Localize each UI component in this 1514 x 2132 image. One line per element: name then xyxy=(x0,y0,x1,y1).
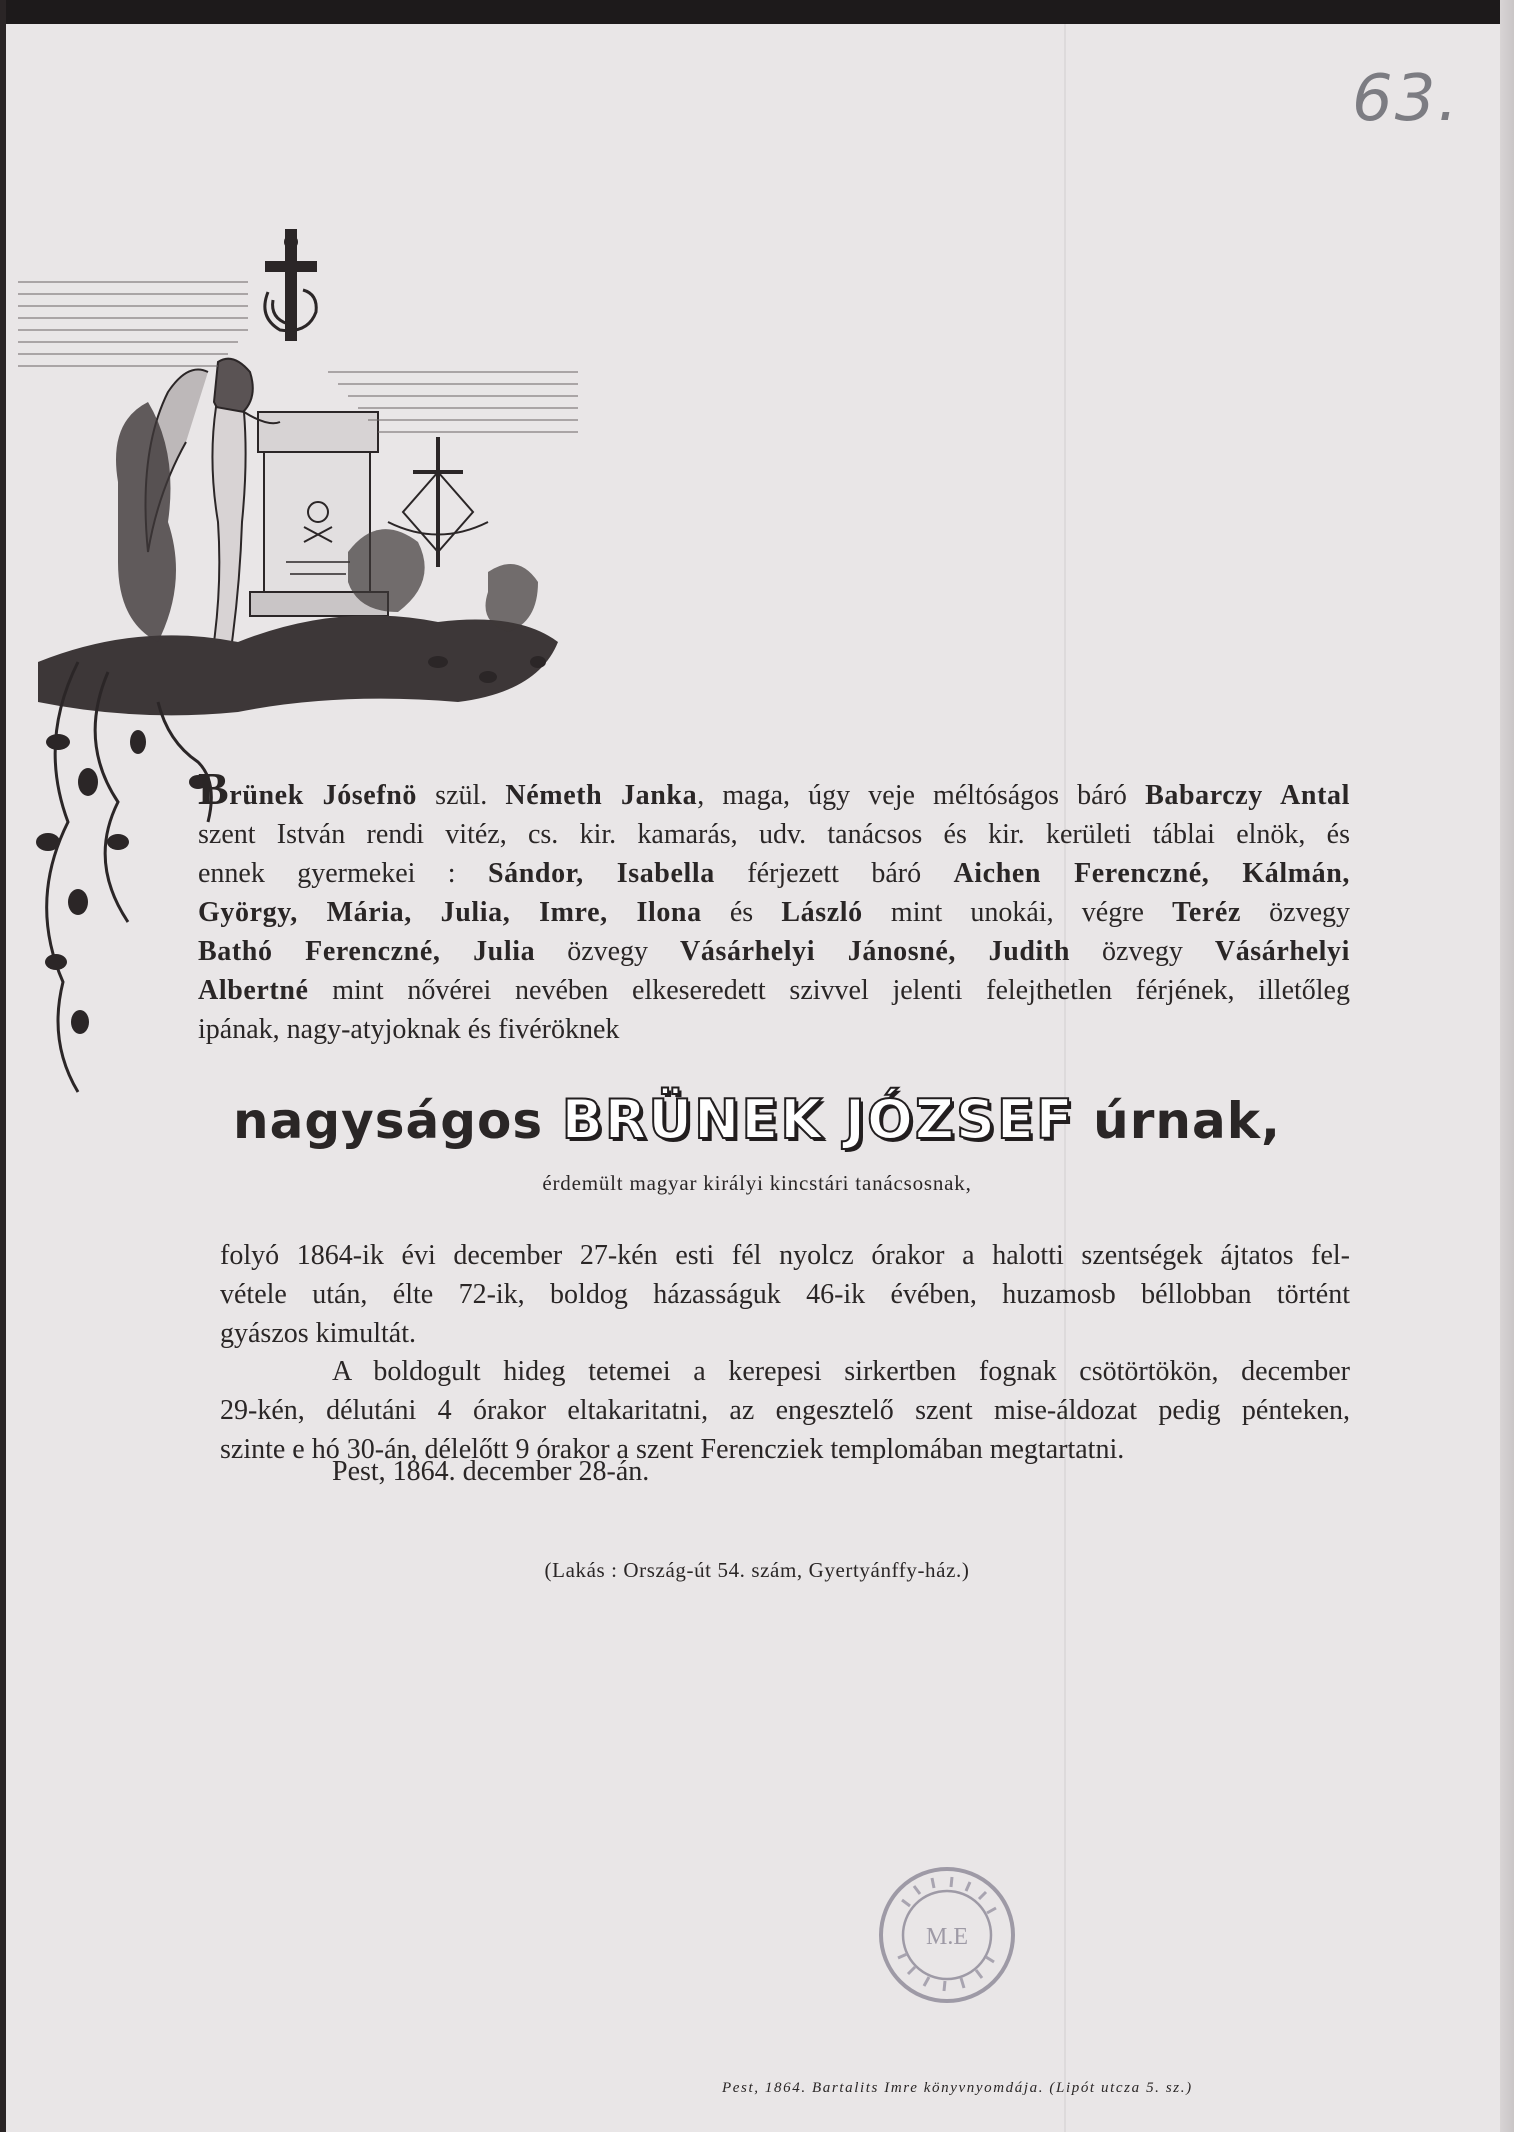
body-line: vétele után, élte 72-ik, boldog házasságuk 46-ik évében, huzamosb béllobban történt xyxy=(220,1279,1350,1310)
place-and-date: Pest, 1864. december 28-án. xyxy=(332,1456,650,1487)
body-line: szinte e hó 30-án, délelőtt 9 órakor a szent Ferencziek templomában megtartatni. xyxy=(220,1434,1125,1465)
announcement-line-2 xyxy=(198,815,1350,854)
text-run: szent István rendi vitéz, cs. kir. kamarás, udv. tanácsos és kir. kerületi táblai elnök, és xyxy=(198,819,1350,850)
body-line: 29-kén, délutáni 4 órakor eltakaritatni, az engesztelő szent mise-áldozat pedig pénteken, xyxy=(220,1395,1350,1426)
residence-address: (Lakás : Ország-út 54. szám, Gyertyánffy-ház.) xyxy=(544,1558,970,1582)
death-details-paragraph xyxy=(220,1236,1350,1353)
son-in-law-name: Babarczy Antal xyxy=(1145,780,1350,811)
deceased-name: BRÜNEK JÓZSEF xyxy=(561,1088,1075,1151)
text-run: szül. xyxy=(417,780,506,811)
sister-names: Bathó Ferenczné, Julia xyxy=(198,936,536,967)
drop-cap-initial: B xyxy=(198,763,230,814)
text-run: mint unokái, végre xyxy=(862,897,1173,928)
sister-names: Vásárhelyi xyxy=(1214,936,1350,967)
paper-fold xyxy=(1064,24,1066,2132)
deceased-headline xyxy=(0,1088,1514,1151)
text-run: özvegy xyxy=(1240,897,1351,928)
sister-names: Vásárhelyi Jánosné, Judith xyxy=(680,936,1071,967)
headline-prefix: nagyságos xyxy=(233,1092,544,1150)
printer-imprint: Pest, 1864. Bartalits Imre könyvnyomdája. (Lipót utcza 5. sz.) xyxy=(722,2080,1193,2096)
page-left-edge xyxy=(0,0,6,2132)
grandchild-names: György, Mária, Julia, Imre, Ilona xyxy=(198,897,702,928)
grandchild-names: Aichen Ferenczné, Kálmán, xyxy=(953,858,1351,889)
grandchild-names: László xyxy=(781,897,863,928)
headline-suffix: úrnak, xyxy=(1093,1092,1281,1150)
grandchild-names: Sándor, Isabella xyxy=(487,858,715,889)
text-run: özvegy xyxy=(535,936,681,967)
announcement-line-1 xyxy=(198,763,1350,815)
body-line: gyászos kimultát. xyxy=(220,1318,416,1349)
sister-name: Teréz xyxy=(1172,897,1241,928)
announcement-line-6 xyxy=(198,971,1350,1010)
body-line: folyó 1864-ik évi december 27-kén esti fél nyolcz órakor a halotti szentségek ájtatos fel- xyxy=(220,1240,1350,1271)
text-run: özvegy xyxy=(1070,936,1215,967)
text-run: , maga, úgy veje méltóságos báró xyxy=(697,780,1146,811)
announcement-line-3 xyxy=(198,854,1350,893)
widow-name: rünek Jósefnö xyxy=(229,780,418,811)
text-run: mint nővérei nevében elkeseredett szivvel jelenti felejthetlen férjének, illetőleg xyxy=(308,975,1350,1006)
maiden-name: Németh Janka xyxy=(505,780,698,811)
sister-names: Albertné xyxy=(198,975,309,1006)
announcement-line-4 xyxy=(198,893,1350,932)
announcement-line-5 xyxy=(198,932,1350,971)
text-run: ipának, nagy-atyjoknak és fivéröknek xyxy=(198,1014,620,1045)
text-run: férjezett báró xyxy=(714,858,954,889)
page-right-edge xyxy=(1500,0,1514,2132)
page-top-edge xyxy=(0,0,1514,24)
text-run: és xyxy=(701,897,782,928)
funeral-details-paragraph xyxy=(220,1352,1350,1469)
announcement-line-7 xyxy=(198,1010,1350,1049)
library-stamp xyxy=(872,1860,1022,2010)
stamp-text: M.E xyxy=(926,1924,968,1950)
pencil-page-number: 63. xyxy=(1352,62,1460,136)
deceased-title: érdemült magyar királyi kincstári tanácsosnak, xyxy=(542,1171,972,1195)
announcement-paragraph xyxy=(198,763,1351,1049)
text-run: ennek gyermekei : xyxy=(198,858,488,889)
body-line: A boldogult hideg tetemei a kerepesi sirkertben fognak csötörtökön, december xyxy=(332,1356,1350,1387)
